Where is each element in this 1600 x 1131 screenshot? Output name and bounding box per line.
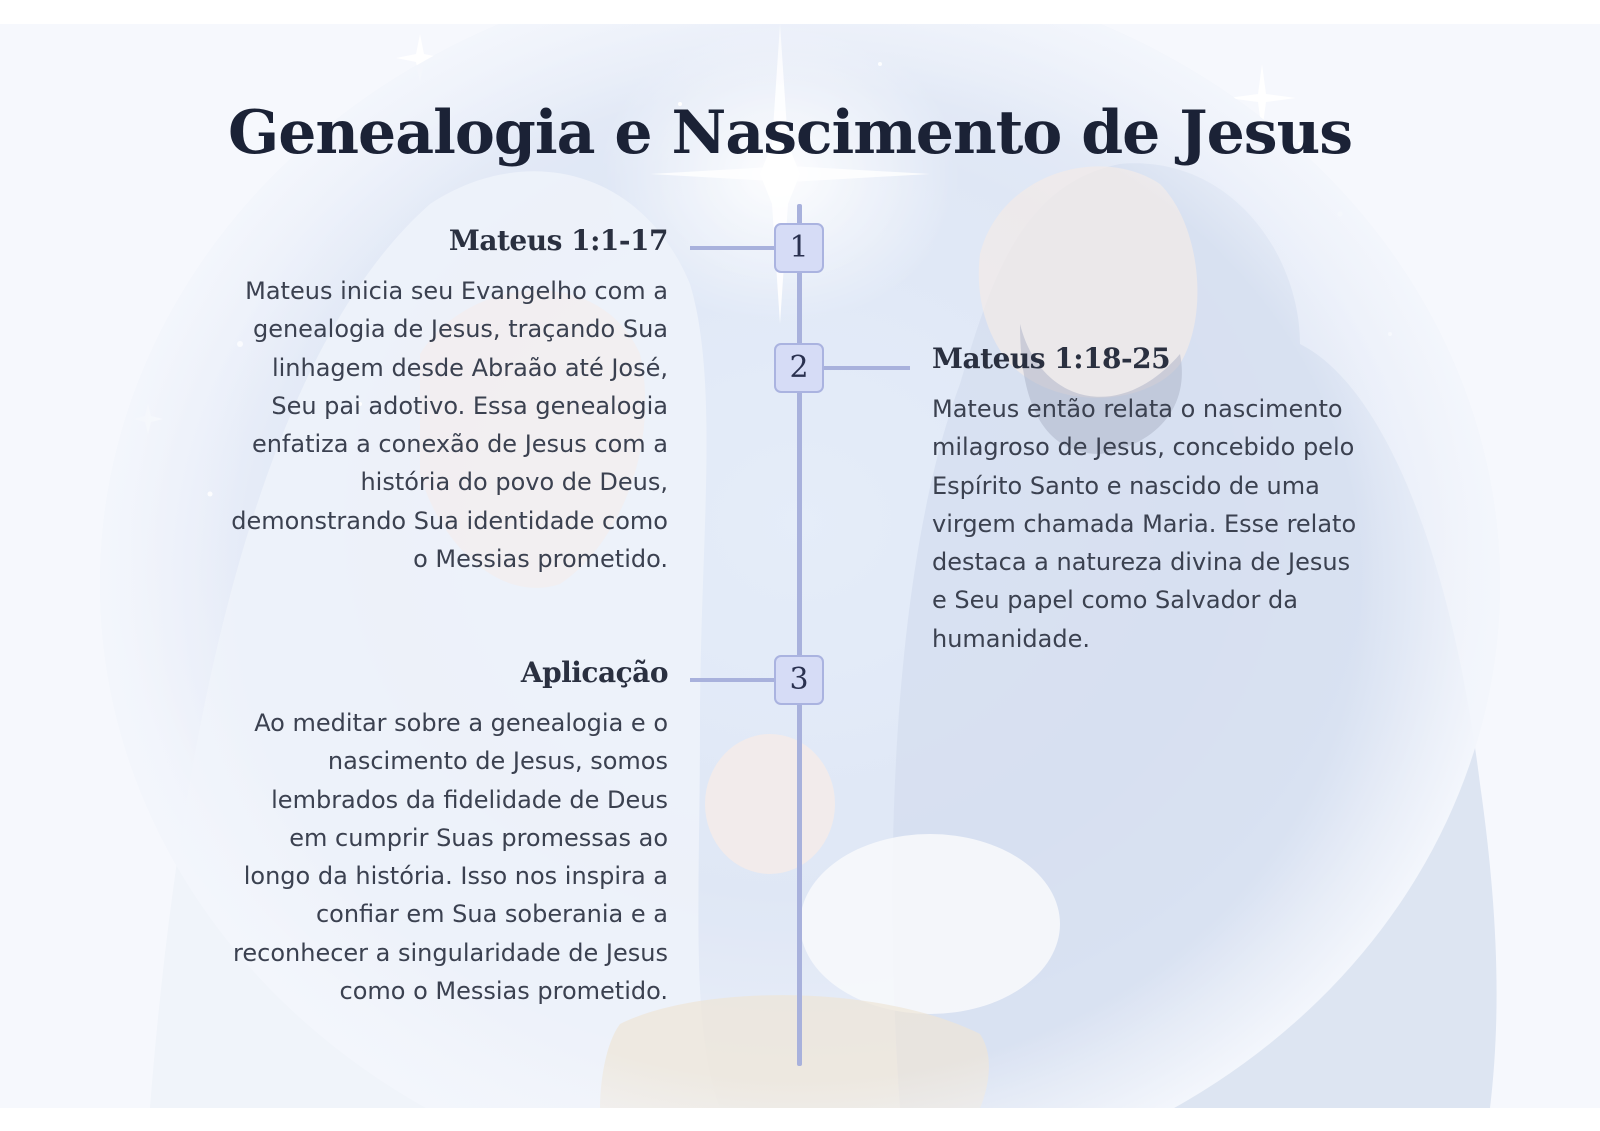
slide	[0, 24, 1600, 1108]
timeline-item-1-text: Mateus inicia seu Evangelho com a genealogia de Jesus, traçando Sua linhagem desde Abraão até José, Seu pai adotivo. Essa genealogia enfatiza a conexão de Jesus com a história do povo de Deus, demonstrando Sua identidade como o Messias prometido.	[231, 277, 668, 574]
timeline-item-3-title: Aplicação	[520, 656, 668, 689]
timeline-item-1-title: Mateus 1:1-17	[448, 224, 668, 257]
timeline-marker-3: 3	[774, 655, 824, 705]
timeline-connector-3	[690, 678, 776, 682]
page-title: Genealogia e Nascimento de Jesus	[228, 98, 1352, 168]
timeline-item-3-text: Ao meditar sobre a genealogia e o nascimento de Jesus, somos lembrados da fidelidade de Deus em cumprir Suas promessas ao longo da história. Isso nos inspira a confiar em Sua soberania e a reconhecer a singularidade de Jesus como o Messias prometido.	[233, 709, 668, 1006]
timeline-connector-1	[690, 246, 776, 250]
timeline-marker-1: 1	[774, 223, 824, 273]
timeline-item-2-title: Mateus 1:18-25	[932, 342, 1171, 375]
timeline-item-2-text: Mateus então relata o nascimento milagroso de Jesus, concebido pelo Espírito Santo e nascido de uma virgem chamada Maria. Esse relato destaca a natureza divina de Jesus e Seu papel como Salvador da humanidade.	[932, 395, 1357, 653]
timeline-line	[797, 204, 802, 1066]
timeline-marker-2: 2	[774, 343, 824, 393]
timeline-connector-2	[824, 366, 910, 370]
